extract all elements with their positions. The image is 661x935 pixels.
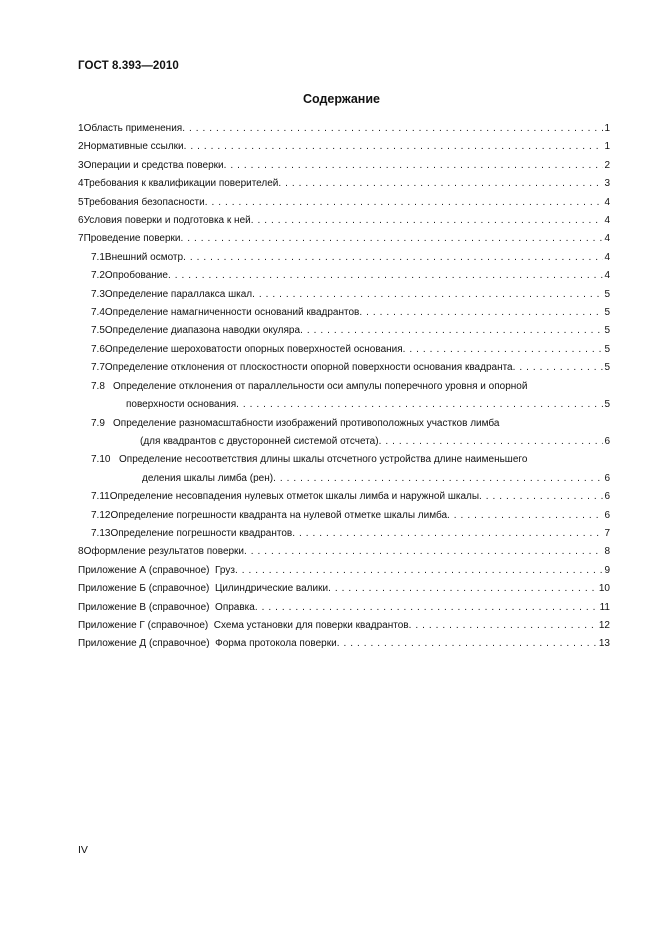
toc-page: 2 <box>604 159 610 171</box>
appendix-label: Приложение Д (справочное) <box>78 638 210 650</box>
toc-page: 5 <box>604 325 610 337</box>
toc-num: 5 <box>78 196 84 208</box>
toc-page: 4 <box>604 233 610 245</box>
toc-page: 5 <box>604 288 610 300</box>
toc-text: Определение параллакса шкал <box>104 288 253 300</box>
toc-page: 1 <box>604 141 610 153</box>
toc-entry-7-6[interactable] <box>78 341 610 359</box>
dot-leader <box>181 230 604 248</box>
toc-text-line-2: поверхности основания <box>126 399 237 411</box>
toc-num: 7.9 <box>91 417 105 429</box>
dot-leader <box>292 525 603 543</box>
toc-text: Операции и средства поверки <box>83 159 224 171</box>
dot-leader <box>252 286 603 304</box>
document-id: ГОСТ 8.393—2010 <box>78 60 179 72</box>
dot-leader <box>300 322 603 340</box>
toc-text-line-1: Определение отклонения от параллельности оси ампулы поперечного уровня и опорной <box>113 380 528 392</box>
toc-entry-4[interactable] <box>78 175 610 193</box>
toc-appendix-b[interactable] <box>78 580 610 598</box>
toc-entry-7-2[interactable] <box>78 267 610 285</box>
toc-text: Определение несовпадения нулевых отметок шкалы лимба и наружной шкалы <box>109 491 480 503</box>
toc-appendix-c[interactable] <box>78 599 610 617</box>
toc-num: 7 <box>78 233 84 245</box>
toc-entry-7-11[interactable] <box>78 488 610 506</box>
appendix-label: Приложение Б (справочное) <box>78 583 210 595</box>
toc-entry-6[interactable] <box>78 212 610 230</box>
toc-page: 6 <box>604 472 610 484</box>
toc-page: 3 <box>604 178 610 190</box>
toc-num: 7.4 <box>91 307 105 319</box>
toc-page: 6 <box>604 435 610 447</box>
toc-entry-8[interactable] <box>78 543 610 561</box>
toc-page: 5 <box>604 343 610 355</box>
dot-leader <box>479 488 603 506</box>
dot-leader <box>183 249 603 267</box>
toc-num: 7.3 <box>91 288 105 300</box>
dot-leader <box>337 635 598 653</box>
toc-text: Схема установки для поверки квадрантов <box>213 619 409 631</box>
toc-num: 7.11 <box>91 491 110 503</box>
dot-leader <box>409 617 598 635</box>
toc-entry-7[interactable] <box>78 230 610 248</box>
appendix-label: Приложение А (справочное) <box>78 564 210 576</box>
toc-num: 4 <box>78 178 84 190</box>
dot-leader <box>251 212 604 230</box>
toc-num: 7.8 <box>91 380 105 392</box>
toc-page: 6 <box>604 491 610 503</box>
toc-page: 13 <box>598 638 610 650</box>
toc-entry-7-7[interactable] <box>78 359 610 377</box>
dot-leader <box>447 507 603 525</box>
toc-num: 7.6 <box>91 343 105 355</box>
dot-leader <box>379 433 604 451</box>
toc-num: 7.10 <box>91 454 111 466</box>
toc-text: Определение намагниченности оснований квадрантов <box>104 307 360 319</box>
toc-text: Требования безопасности <box>83 196 205 208</box>
toc-text: Цилиндрические валики <box>214 583 329 595</box>
dot-leader <box>235 562 604 580</box>
toc-page: 5 <box>604 362 610 374</box>
toc-text: Определение шероховатости опорных поверхностей основания <box>104 343 403 355</box>
toc-text-line-1: Определение несоответствия длины шкалы отсчетного устройства длине наименьшего <box>119 454 528 466</box>
toc-page: 9 <box>604 564 610 576</box>
toc-num: 7.1 <box>91 251 105 263</box>
page-title: Содержание <box>302 92 380 106</box>
dot-leader <box>359 304 603 322</box>
toc-num: 7.5 <box>91 325 105 337</box>
dot-leader <box>236 396 603 414</box>
toc-appendix-e[interactable] <box>78 635 610 653</box>
dot-leader <box>403 341 604 359</box>
toc-page: 4 <box>604 196 610 208</box>
toc-text: Требования к квалификации поверителей <box>83 178 279 190</box>
toc-entry-7-13[interactable] <box>78 525 610 543</box>
toc-entry-3[interactable] <box>78 157 610 175</box>
toc-num: 1 <box>78 123 84 134</box>
toc-text: Определение погрешности квадрантов <box>110 527 293 539</box>
toc-text: Условия поверки и подготовка к ней <box>83 215 251 227</box>
toc-text: Опробование <box>104 270 168 282</box>
dot-leader <box>255 599 599 617</box>
toc-text: Оправка <box>215 601 255 613</box>
dot-leader <box>205 194 604 212</box>
toc-page: 6 <box>604 509 610 521</box>
toc-num: 7.2 <box>91 270 105 282</box>
toc-appendix-a[interactable] <box>78 562 610 580</box>
toc-text: Нормативные ссылки <box>83 141 184 153</box>
toc-entry-7-12[interactable] <box>78 507 610 525</box>
toc-text: Внешний осмотр <box>104 251 184 263</box>
toc-page: 10 <box>598 583 610 595</box>
toc-entry-1[interactable] <box>78 120 610 138</box>
toc-page: 5 <box>604 307 610 319</box>
appendix-label: Приложение Г (справочное) <box>78 619 209 631</box>
toc-num: 7.12 <box>91 509 111 521</box>
toc-text-line-2: (для квадрантов с двусторонней системой отсчета) <box>140 435 379 447</box>
toc-num: 6 <box>78 215 84 227</box>
toc-text-line-1: Определение разномасштабности изображений противоположных участков лимба <box>113 417 500 429</box>
dot-leader <box>328 580 598 598</box>
toc-entry-7-1[interactable] <box>78 249 610 267</box>
appendix-label: Приложение В (справочное) <box>78 601 210 613</box>
toc-page: 4 <box>604 215 610 227</box>
toc-entry-7-4[interactable] <box>78 304 610 322</box>
dot-leader <box>168 267 603 285</box>
toc-text: Форма протокола поверки <box>215 638 337 650</box>
toc-page: 7 <box>604 527 610 539</box>
toc-appendix-d[interactable] <box>78 617 610 635</box>
table-of-contents <box>78 120 610 654</box>
toc-page: 5 <box>604 399 610 411</box>
toc-page: 8 <box>604 546 610 558</box>
toc-entry-2[interactable] <box>78 138 610 156</box>
toc-page: 11 <box>599 601 610 613</box>
dot-leader <box>224 157 604 175</box>
toc-page: 4 <box>604 270 610 282</box>
toc-page: 4 <box>604 251 610 263</box>
toc-entry-7-9[interactable] <box>78 415 610 452</box>
page-number: IV <box>78 844 88 856</box>
dot-leader <box>513 359 604 377</box>
dot-leader <box>184 138 604 156</box>
toc-page: 1 <box>604 123 610 134</box>
dot-leader <box>244 543 603 561</box>
toc-num: 7.7 <box>91 362 105 374</box>
toc-num: 3 <box>78 159 84 171</box>
toc-page: 12 <box>598 619 610 631</box>
toc-text: Определение погрешности квадранта на нулевой отметке шкалы лимба <box>110 509 448 521</box>
toc-text: Проведение поверки <box>83 233 181 245</box>
toc-text: Определение диапазона наводки окуляра <box>104 325 301 337</box>
toc-entry-7-10[interactable] <box>78 451 610 488</box>
dot-leader <box>273 470 603 488</box>
toc-num: 7.13 <box>91 527 111 539</box>
toc-text: Оформление результатов поверки <box>83 546 245 558</box>
toc-num: 8 <box>78 546 84 558</box>
toc-num: 2 <box>78 141 84 153</box>
toc-text: Определение отклонения от плоскостности опорной поверхности основания квадранта <box>104 362 513 374</box>
dot-leader <box>278 175 603 193</box>
toc-entry-5[interactable] <box>78 194 610 212</box>
toc-entry-7-5[interactable] <box>78 322 610 340</box>
toc-entry-7-3[interactable] <box>78 286 610 304</box>
toc-entry-7-8[interactable] <box>78 378 610 415</box>
dot-leader <box>182 120 603 138</box>
toc-text-line-2: деления шкалы лимба (рен) <box>142 472 274 484</box>
toc-text: Область применения <box>83 123 183 134</box>
toc-text: Груз <box>215 564 235 576</box>
